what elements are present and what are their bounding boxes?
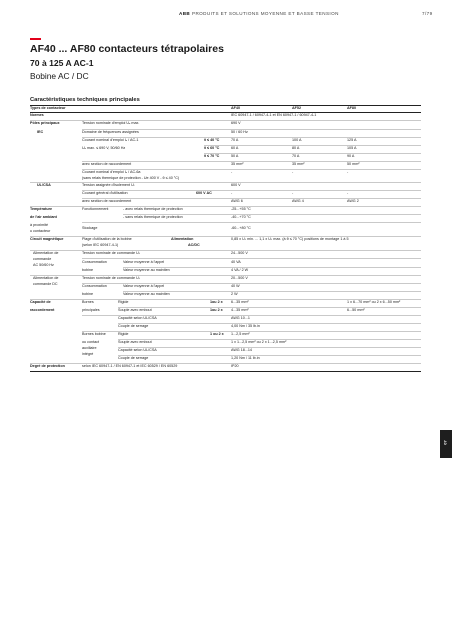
- row-desc: Bornes bobine: [82, 332, 106, 336]
- cell-af40-af52: 6...35 mm²: [231, 300, 249, 304]
- row-desc: Courant nominal d'emploi Iₑ / AC-1: [82, 138, 139, 142]
- row-label: Alimentation de: [33, 251, 59, 255]
- row-sub: Valeur moyenne au maintien: [123, 292, 170, 296]
- row-desc: avec section de raccordement: [82, 199, 132, 203]
- row-label: à proximité: [30, 223, 49, 227]
- cell-af52: AWG 4: [292, 199, 304, 203]
- accent-bar: [30, 38, 41, 40]
- row-label: Température: [30, 207, 53, 211]
- row-desc: Plage d'utilisation de la bobine: [82, 237, 132, 241]
- section-name: PRODUITS ET SOLUTIONS MOYENNE ET BASSE TENSION: [192, 11, 339, 16]
- cell-af80: 50 mm²: [347, 162, 360, 166]
- cell-value: -40...+70 °C: [231, 215, 251, 219]
- cell-af80: 1 x 6...70 mm² ou 2 x 6...50 mm²: [347, 300, 401, 304]
- brand-name: ABB: [179, 11, 191, 16]
- cell-af40: 70 A: [231, 138, 239, 142]
- cell-af40-af52: 4...35 mm²: [231, 308, 249, 312]
- cell-af40-af52: AWG 18...14: [231, 348, 252, 352]
- row-desc: Tension nominale d'emploi Uₑ max.: [82, 121, 140, 125]
- row-label: commande: [33, 257, 52, 261]
- cell-af52: 100 A: [292, 138, 302, 142]
- cell-af80: 6...50 mm²: [347, 308, 365, 312]
- row-label: u contacteur: [30, 229, 51, 233]
- table-header-af40: AF40: [231, 105, 241, 110]
- row-label: AC 50/60 Hz: [33, 263, 54, 267]
- row-label: Capacité de: [30, 300, 51, 304]
- row-label: Normes: [30, 113, 44, 117]
- cell-af40-af52: 1 x 1...2,5 mm² ou 2 x 1...2,5 mm²: [231, 340, 287, 344]
- cell-af40-af52: AWG 10...1: [231, 316, 250, 320]
- row-sub: Rigide: [118, 300, 129, 304]
- row-label: raccordement: [30, 308, 55, 312]
- row-desc: auxiliaire: [82, 346, 97, 350]
- row-cond: Alimentation: [171, 237, 194, 241]
- row-sub: - sans relais thermique de protection: [123, 215, 183, 219]
- row-label: Degré de protection: [30, 364, 65, 368]
- row-sub: Valeur moyenne à l'appel: [123, 260, 165, 264]
- page-number: 7/79: [422, 11, 433, 16]
- table-header-af80: AF80: [347, 105, 357, 110]
- row-desc: Tension nominale de commande Uₛ: [82, 251, 141, 255]
- row-desc: Domaine de fréquences assignées: [82, 129, 139, 134]
- cell-value: 600 V: [231, 183, 241, 187]
- row-desc: Courant général d'utilisation: [82, 191, 128, 195]
- row-label: de l'air ambiant: [30, 215, 57, 219]
- cell-af80: 105 A: [347, 146, 357, 150]
- page-title: AF40 ... AF80 contacteurs tétrapolaires: [30, 43, 224, 55]
- cell-value: 50 / 60 Hz: [231, 129, 248, 134]
- cell-af40: -: [231, 191, 233, 195]
- row-desc: principales: [82, 308, 100, 312]
- row-label: Alimentation de: [33, 276, 59, 280]
- row-desc: Uₑ max. ≤ 690 V, 50/60 Hz: [82, 146, 126, 150]
- table-header-type: Types de contacteur: [30, 105, 66, 110]
- cell-af80: -: [347, 170, 349, 174]
- row-desc: Bornes: [82, 300, 94, 304]
- cell-af52: -: [292, 170, 294, 174]
- section-title: Caractéristiques techniques principales: [30, 97, 140, 103]
- row-desc: bobine: [82, 292, 94, 296]
- row-desc: Consommation: [82, 260, 107, 264]
- cell-af52: -: [292, 191, 294, 195]
- row-cond: 1ou 2 x: [210, 300, 223, 304]
- row-label: Pôles principaux: [30, 121, 60, 125]
- cell-af80: 90 A: [347, 154, 355, 158]
- cell-af52: 70 A: [292, 154, 300, 158]
- row-sub: Capacité selon UL/CSA: [118, 316, 157, 320]
- cell-value: IEC 60947-1 / 60947-4-1 et EN 60947-1 / 60947-4-1: [231, 113, 317, 117]
- coil-type: Bobine AC / DC: [30, 71, 89, 81]
- row-label: commande DC: [33, 282, 58, 286]
- cell-af80: -: [347, 191, 349, 195]
- cell-af80: 125 A: [347, 138, 357, 142]
- row-cond: 1 ou 2 x: [210, 332, 224, 336]
- cell-value: IP20: [231, 364, 239, 368]
- row-desc: Courant nominal d'emploi Iₑ / AC-6a: [82, 170, 141, 174]
- row-sub: Souple avec embout: [118, 340, 152, 344]
- row-label: IEC: [37, 129, 44, 134]
- row-cond: θ ≤ 40 °C: [204, 138, 220, 142]
- cell-af40: 50 A: [231, 154, 239, 158]
- cell-af40-af52: 4,00 Nm / 35 lb.in: [231, 324, 260, 328]
- cell-value: 690 V: [231, 121, 241, 125]
- row-sub: Couple de serrage: [118, 356, 149, 360]
- row-sub: Valeur moyenne à l'appel: [123, 284, 165, 288]
- chapter-tab: [440, 430, 452, 458]
- row-note: (sans relais thermique de protection - Ue 400 V - θ ≤ 40 °C): [82, 175, 180, 180]
- row-desc: avec section de raccordement: [82, 162, 132, 166]
- cell-value: 24...500 V: [231, 251, 248, 255]
- row-label: Circuit magnétique: [30, 237, 64, 241]
- row-desc: Stockage: [82, 226, 98, 230]
- cell-value: 2 W: [231, 292, 238, 296]
- cell-value: 40 W: [231, 284, 240, 288]
- table-header-af52: AF52: [292, 105, 302, 110]
- row-sub: - avec relais thermique de protection: [123, 207, 183, 211]
- row-cond: AC/DC: [188, 243, 200, 247]
- cell-af40: 35 mm²: [231, 162, 244, 166]
- row-cond: 1ou 2 x: [210, 308, 223, 312]
- cell-af40: 60 A: [231, 146, 239, 150]
- row-desc: Tension nominale de commande Uₛ: [82, 276, 141, 280]
- cell-value: -25...+55 °C: [231, 207, 251, 211]
- cell-af40-af52: 1...2,5 mm²: [231, 332, 250, 336]
- cell-value: -60...+80 °C: [231, 226, 251, 230]
- cell-af40: -: [231, 170, 233, 174]
- cell-value: 40 VA: [231, 260, 241, 264]
- row-desc: Tension assignée d'isolement Uᵢ: [82, 183, 135, 187]
- row-desc: bobine: [82, 268, 94, 272]
- cell-value: 0,85 x Uₛ min. ... 1,1 x Uₛ max. (à θ ≤ 70 °C) positions de montage 1 à 5: [231, 237, 349, 241]
- row-sub: Rigide: [118, 332, 129, 336]
- row-sub: Capacité selon UL/CSA: [118, 348, 157, 352]
- row-desc: Fonctionnement: [82, 207, 109, 211]
- row-desc: selon IEC 60947-1 / EN 60947-1 et IEC 60529 / EN 60529: [82, 364, 178, 368]
- page-subtitle: 70 à 125 A AC-1: [30, 58, 94, 68]
- row-desc: ou contact: [82, 340, 100, 344]
- row-cond: 600 V AC: [196, 191, 212, 195]
- spec-table: [30, 105, 421, 410]
- row-sub: Souple avec embout: [118, 308, 152, 312]
- cell-value: 20...500 V: [231, 276, 248, 280]
- row-sub: Couple de serrage: [118, 324, 149, 328]
- row-cond: θ ≤ 70 °C: [204, 154, 220, 158]
- chapter-tab-label: 07: [442, 440, 448, 445]
- row-label: UL/CSA: [37, 183, 51, 187]
- cell-value: 4 VA / 2 W: [231, 268, 249, 272]
- row-sub: Valeur moyenne au maintien: [123, 268, 170, 272]
- cell-af80: AWG 2: [347, 199, 359, 203]
- cell-af40-af52: 1,20 Nm / 11 lb.in: [231, 356, 260, 360]
- cell-af40: AWG 6: [231, 199, 243, 203]
- row-desc: intégré: [82, 352, 94, 356]
- cell-af52: 80 A: [292, 146, 300, 150]
- row-cond: θ ≤ 60 °C: [204, 146, 220, 150]
- row-desc: Consommation: [82, 284, 107, 288]
- cell-af52: 35 mm²: [292, 162, 305, 166]
- row-desc: (selon IEC 60947-4-1): [82, 243, 119, 247]
